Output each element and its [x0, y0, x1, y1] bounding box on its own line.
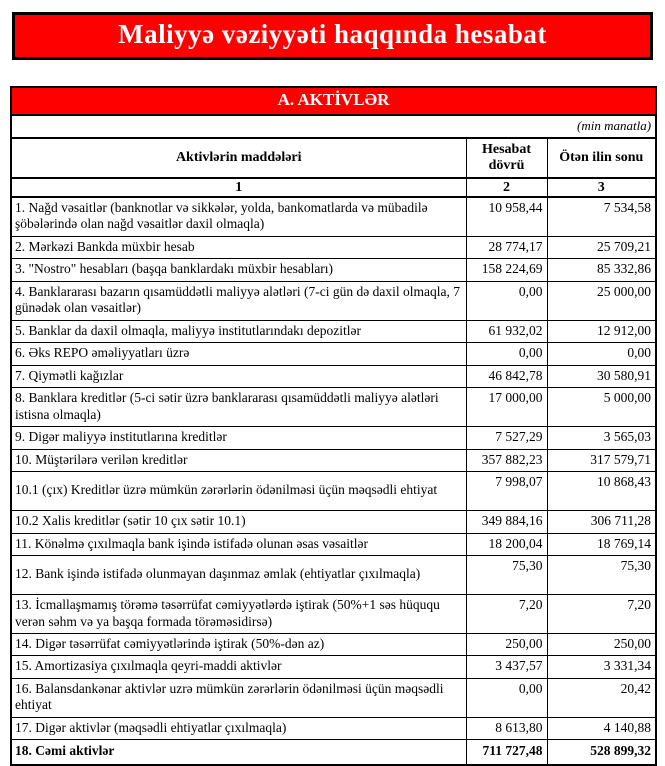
row-value-current-period: 8 613,80: [466, 717, 547, 739]
row-label: 3. "Nostro" hesabları (başqa banklardakı müxbir hesabları): [11, 259, 466, 281]
row-value-current-period: 28 774,17: [466, 236, 547, 258]
row-value-previous-year: 3 331,34: [547, 656, 656, 678]
row-value-current-period: 3 437,57: [466, 656, 547, 678]
row-label: 13. İcmallaşmamış törəmə təsərrüfat cəmiyyətlərdə iştirak (50%+1 səs hüququ verən səhm və ya başqa formada törəməsidirsə): [11, 595, 466, 634]
row-label: 8. Banklara kreditlər (5-ci sətir üzrə banklararası qısamüddətli maliyyə alətləri istisna olmaqla): [11, 388, 466, 427]
table-row: [11, 472, 656, 511]
column-header-row: [11, 138, 656, 178]
row-label: 4. Banklararası bazarın qısamüddətli maliyyə alətləri (7-ci gün də daxil olmaqla, 7 günədək olan vəsaitlər): [11, 281, 466, 320]
row-label: 16. Balansdankənar aktivlər uzrə mümkün zərərlərin ödənilməsi üçün məqsədli ehtiyat: [11, 678, 466, 717]
column-header-previous-year: Ötən ilin sonu: [547, 138, 656, 178]
table-row: [11, 656, 656, 678]
row-value-current-period: 0,00: [466, 678, 547, 717]
row-label: 18. Cəmi aktivlər: [11, 740, 466, 765]
table-row: [11, 449, 656, 471]
table-row: [11, 678, 656, 717]
row-value-current-period: 357 882,23: [466, 449, 547, 471]
row-value-current-period: 18 200,04: [466, 533, 547, 555]
section-header-row: [11, 87, 656, 115]
row-label: 7. Qiymətli kağızlar: [11, 365, 466, 387]
row-value-current-period: 10 958,44: [466, 197, 547, 236]
row-label: 1. Nağd vəsaitlər (banknotlar və sikkələr, yolda, bankomatlarda və mübadilə şöbələrində olan nağd vəsaitlər daxil olmaqla): [11, 197, 466, 236]
report-title: Maliyyə vəziyyəti haqqında hesabat: [118, 19, 547, 49]
row-label: 6. Əks REPO əməliyyatları üzrə: [11, 343, 466, 365]
row-value-current-period: 349 884,16: [466, 511, 547, 533]
row-label: 11. Könəlmə çıxılmaqla bank işində istifadə olunan əsas vəsaitlər: [11, 533, 466, 555]
row-label: 10. Müştərilərə verilən kreditlər: [11, 449, 466, 471]
row-value-previous-year: 7,20: [547, 595, 656, 634]
row-value-previous-year: 306 711,28: [547, 511, 656, 533]
table-row: [11, 365, 656, 387]
table-row: [11, 320, 656, 342]
row-value-previous-year: 5 000,00: [547, 388, 656, 427]
table-row: [11, 633, 656, 655]
table-row: [11, 343, 656, 365]
row-value-previous-year: 250,00: [547, 633, 656, 655]
table-row: [11, 556, 656, 595]
column-number-3: 3: [547, 178, 656, 197]
row-value-current-period: 250,00: [466, 633, 547, 655]
row-value-current-period: 711 727,48: [466, 740, 547, 765]
row-value-previous-year: 18 769,14: [547, 533, 656, 555]
assets-table: [10, 86, 657, 766]
column-number-1: 1: [11, 178, 466, 197]
table-row: [11, 717, 656, 739]
row-label: 5. Banklar da daxil olmaqla, maliyyə institutlarındakı depozitlər: [11, 320, 466, 342]
row-value-current-period: 0,00: [466, 343, 547, 365]
row-value-previous-year: 0,00: [547, 343, 656, 365]
section-header: A. AKTİVLƏR: [11, 87, 656, 115]
table-row: [11, 595, 656, 634]
unit-note: (min manatla): [11, 115, 656, 138]
row-label: 10.2 Xalis kreditlər (sətir 10 çıx sətir 10.1): [11, 511, 466, 533]
table-row: [11, 533, 656, 555]
row-value-current-period: 0,00: [466, 281, 547, 320]
row-label: 14. Digər təsərrüfat cəmiyyətlərində iştirak (50%-dən az): [11, 633, 466, 655]
column-header-items: Aktivlərin maddələri: [11, 138, 466, 178]
table-row: [11, 259, 656, 281]
table-row: [11, 427, 656, 449]
row-value-current-period: 7 998,07: [466, 472, 547, 511]
table-row: [11, 511, 656, 533]
row-value-previous-year: 528 899,32: [547, 740, 656, 765]
row-label: 2. Mərkəzi Bankda müxbir hesab: [11, 236, 466, 258]
column-number-2: 2: [466, 178, 547, 197]
table-row: [11, 281, 656, 320]
row-value-previous-year: 85 332,86: [547, 259, 656, 281]
row-value-current-period: 17 000,00: [466, 388, 547, 427]
row-value-current-period: 158 224,69: [466, 259, 547, 281]
row-value-current-period: 7,20: [466, 595, 547, 634]
report-page: [0, 12, 665, 759]
table-row: [11, 388, 656, 427]
row-value-current-period: 7 527,29: [466, 427, 547, 449]
row-value-current-period: 61 932,02: [466, 320, 547, 342]
row-value-previous-year: 3 565,03: [547, 427, 656, 449]
row-value-previous-year: 25 709,21: [547, 236, 656, 258]
row-value-previous-year: 7 534,58: [547, 197, 656, 236]
column-number-row: [11, 178, 656, 197]
table-row: [11, 236, 656, 258]
row-value-previous-year: 4 140,88: [547, 717, 656, 739]
row-value-current-period: 75,30: [466, 556, 547, 595]
row-value-previous-year: 30 580,91: [547, 365, 656, 387]
report-title-banner: [12, 12, 653, 60]
row-value-previous-year: 317 579,71: [547, 449, 656, 471]
row-value-current-period: 46 842,78: [466, 365, 547, 387]
unit-note-row: [11, 115, 656, 138]
row-value-previous-year: 20,42: [547, 678, 656, 717]
row-label: 9. Digər maliyyə institutlarına kreditlər: [11, 427, 466, 449]
row-value-previous-year: 25 000,00: [547, 281, 656, 320]
row-value-previous-year: 12 912,00: [547, 320, 656, 342]
row-value-previous-year: 10 868,43: [547, 472, 656, 511]
row-label: 10.1 (çıx) Kreditlər üzrə mümkün zərərlərin ödənilməsi üçün məqsədli ehtiyat: [11, 472, 466, 511]
column-header-current-period: Hesabat dövrü: [466, 138, 547, 178]
row-label: 12. Bank işində istifadə olunmayan daşınmaz əmlak (ehtiyatlar çıxılmaqla): [11, 556, 466, 595]
row-label: 15. Amortizasiya çıxılmaqla qeyri-maddi aktivlər: [11, 656, 466, 678]
table-row: [11, 197, 656, 236]
table-row: [11, 740, 656, 765]
row-value-previous-year: 75,30: [547, 556, 656, 595]
row-label: 17. Digər aktivlər (məqsədli ehtiyatlar çıxılmaqla): [11, 717, 466, 739]
